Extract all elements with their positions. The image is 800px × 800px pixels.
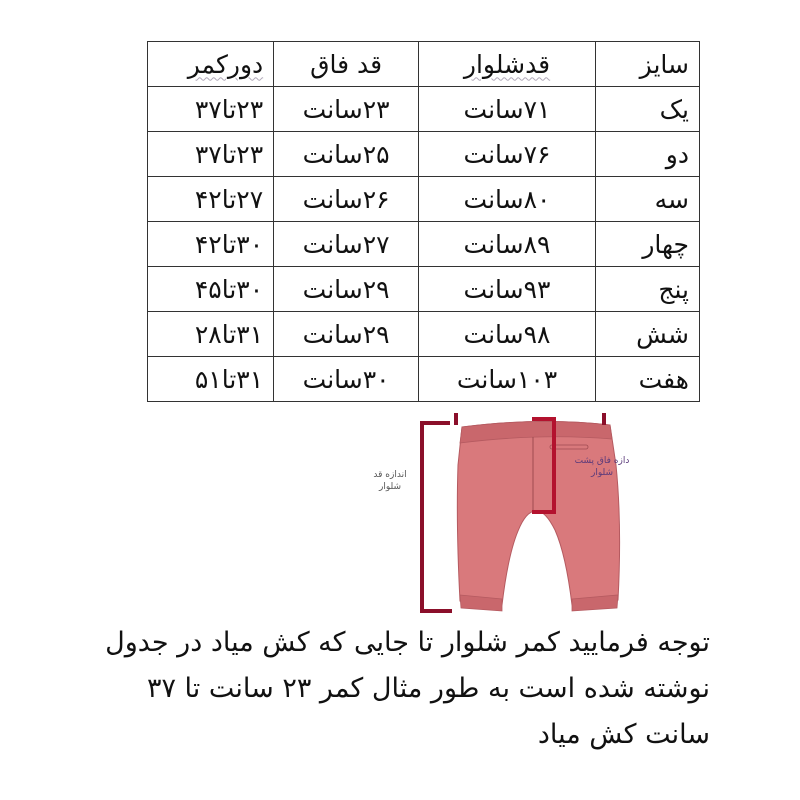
header-pants-length <box>419 42 596 87</box>
header-size: سایز <box>595 42 699 87</box>
cell-rise: ۲۹سانت <box>274 312 419 357</box>
cell-pants-length: ۷۶سانت <box>419 132 596 177</box>
cell-waist: ۳۰تا۴۵ <box>148 267 274 312</box>
table-header-row <box>148 42 700 87</box>
table-row <box>148 267 700 312</box>
back-rise-label <box>562 455 642 479</box>
header-waist-text: دورکمر <box>187 49 264 79</box>
cell-waist: ۲۳تا۳۷ <box>148 87 274 132</box>
cell-waist: ۳۰تا۴۲ <box>148 222 274 267</box>
cell-rise: ۲۳سانت <box>274 87 419 132</box>
cell-pants-length: ۸۹سانت <box>419 222 596 267</box>
cell-pants-length: ۹۸سانت <box>419 312 596 357</box>
cell-size: شش <box>595 312 699 357</box>
header-pants-length-text: قدشلوار <box>463 49 551 79</box>
pants-length-label <box>360 469 420 493</box>
cell-rise: ۲۷سانت <box>274 222 419 267</box>
pants-length-label-line1: اندازه قد <box>373 470 407 480</box>
table-row <box>148 132 700 177</box>
cell-size: سه <box>595 177 699 222</box>
cell-waist: ۲۳تا۳۷ <box>148 132 274 177</box>
header-waist <box>148 42 274 87</box>
cell-waist: ۲۷تا۴۲ <box>148 177 274 222</box>
cell-size: دو <box>595 132 699 177</box>
table-row <box>148 222 700 267</box>
waist-stretch-note: توجه فرمایید کمر شلوار تا جایی که کش میاد در جدول نوشته شده است به طور مثال کمر ۲۳ سانت تا ۳۷ سانت کش میاد <box>105 627 710 750</box>
table-row <box>148 357 700 402</box>
back-rise-label-line1: دازه فاق پشت <box>574 456 630 466</box>
table-row <box>148 312 700 357</box>
cell-rise: ۳۰سانت <box>274 357 419 402</box>
table-row <box>148 87 700 132</box>
table-row <box>148 177 700 222</box>
size-chart-table <box>147 41 700 402</box>
pants-illustration-icon <box>340 405 660 620</box>
cell-pants-length: ۷۱سانت <box>419 87 596 132</box>
pants-measurement-diagram <box>340 405 660 620</box>
cell-size: یک <box>595 87 699 132</box>
cell-size: هفت <box>595 357 699 402</box>
back-rise-label-line2: شلوار <box>590 468 614 478</box>
cell-pants-length: ۹۳سانت <box>419 267 596 312</box>
cell-rise: ۲۵سانت <box>274 132 419 177</box>
cell-rise: ۲۶سانت <box>274 177 419 222</box>
cell-waist: ۳۱تا۲۸ <box>148 312 274 357</box>
cell-pants-length: ۸۰سانت <box>419 177 596 222</box>
pants-length-label-line2: شلوار <box>378 482 402 492</box>
header-rise: قد فاق <box>274 42 419 87</box>
cell-waist: ۳۱تا۵۱ <box>148 357 274 402</box>
cell-pants-length: ۱۰۳سانت <box>419 357 596 402</box>
cell-size: پنج <box>595 267 699 312</box>
cell-rise: ۲۹سانت <box>274 267 419 312</box>
cell-size: چهار <box>595 222 699 267</box>
